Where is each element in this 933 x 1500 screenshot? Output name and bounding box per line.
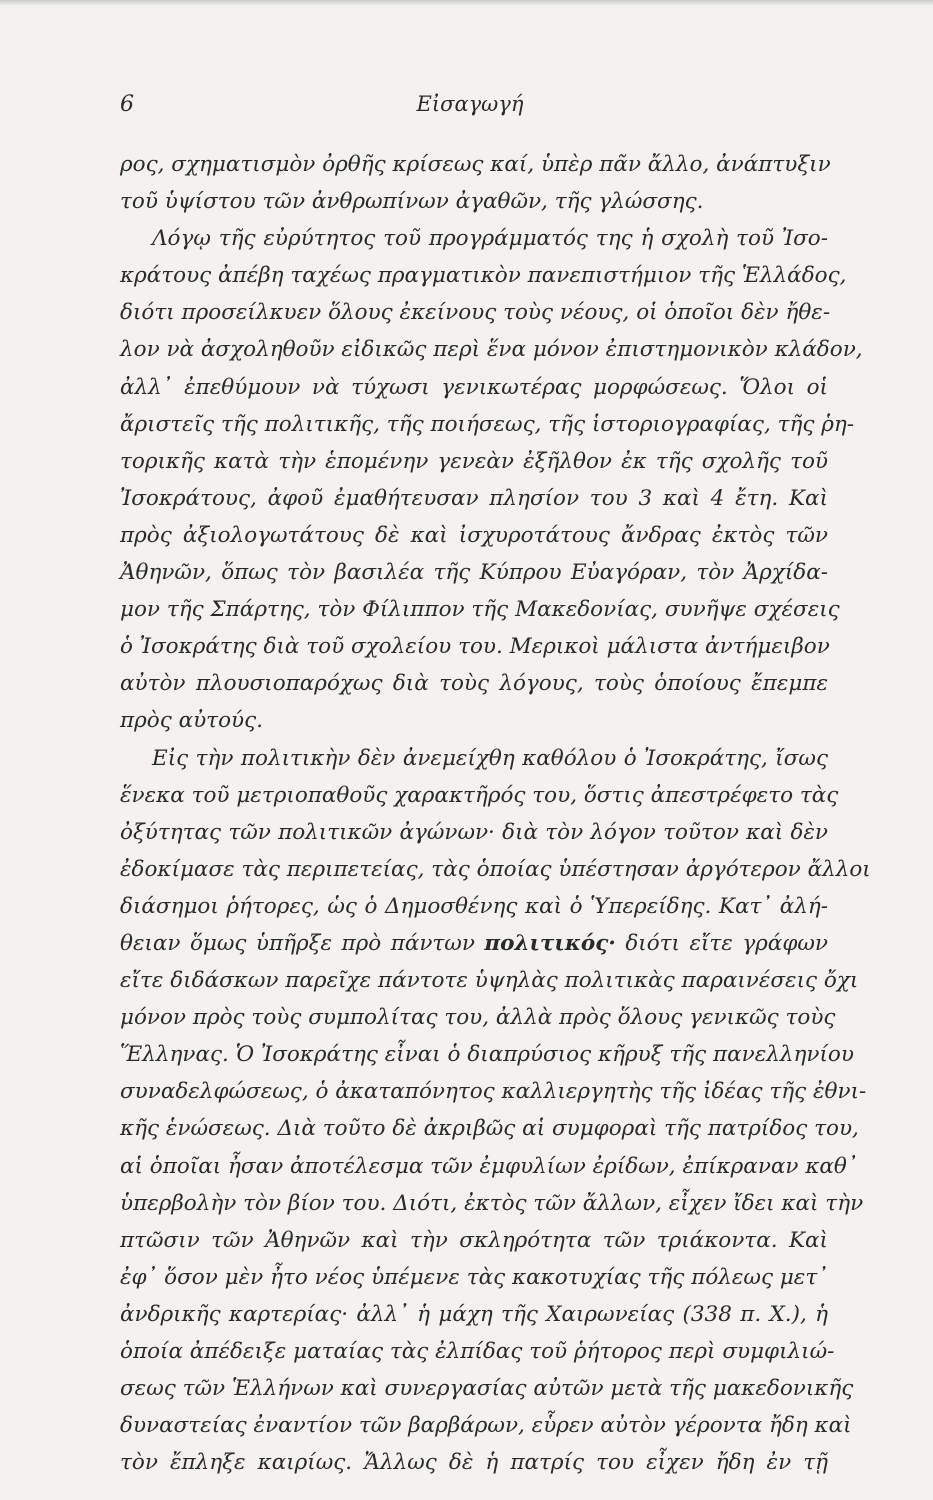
text-line: διότι προσείλκυεν ὅλους ἐκείνους τοὺς νέους, οἱ ὁποῖοι δὲν ἤθε- [120,300,831,326]
text-line: ὁποία ἀπέδειξε ματαίας τὰς ἐλπίδας τοῦ ῥήτορος περὶ συμφιλιώ- [120,1339,835,1364]
text-line: κράτους ἀπέβη ταχέως πραγματικὸν πανεπιστήμιον τῆς Ἑλλάδος, [120,263,847,289]
text-line: Εἰς τὴν πολιτικὴν δὲν ἀνεμείχθη καθόλου ὁ Ἰσοκράτης, ἴσως [152,745,828,771]
text-line: ἐδοκίμασε τὰς περιπετείας, τὰς ὁποίας ὑπέστησαν ἀργότερον ἄλλοι [120,856,871,882]
text-line: κῆς ἑνώσεως. Διὰ τοῦτο δὲ ἀκριβῶς αἱ συμφοραὶ τῆς πατρίδος του, [120,1116,859,1142]
text-line: διάσημοι ῥήτορες, ὡς ὁ Δημοσθένης καὶ ὁ Ὑπερείδης. Κατ᾽ ἀλή- [120,893,828,919]
text-line: Ἕλληνας. Ὁ Ἰσοκράτης εἶναι ὁ διαπρύσιος κῆρυξ τῆς πανελληνίου [120,1042,854,1068]
text-line [120,925,828,962]
text-line: τὸν ἔπληξε καιρίως. Ἄλλως δὲ ἡ πατρίς του εἶχεν ἤδη ἐν τῇ [120,1450,828,1476]
running-head: Εἰσαγωγή [416,92,524,116]
text-segment: διότι εἴτε γράφων [615,930,828,956]
text-line: ὀξύτητας τῶν πολιτικῶν ἀγώνων· διὰ τὸν λόγον τοῦτον καὶ δὲν [120,819,828,845]
text-line: Λόγῳ τῆς εὐρύτητος τοῦ προγράμματός της ἡ σχολὴ τοῦ Ἰσο- [152,226,828,252]
page-number: 6 [120,92,134,117]
bold-term: πολιτικός· [484,930,616,956]
page-header [120,92,820,122]
text-line: λον νὰ ἀσχοληθοῦν εἰδικῶς περὶ ἕνα μόνον ἐπιστημονικὸν κλάδον, [120,337,863,363]
text-line: ὁ Ἰσοκράτης διὰ τοῦ σχολείου του. Μερικοὶ μάλιστα ἀντήμειβον [120,634,830,660]
text-line: ἀλλ᾽ ἐπεθύμουν νὰ τύχωσι γενικωτέρας μορφώσεως. Ὅλοι οἱ [120,374,828,400]
text-line: μον τῆς Σπάρτης, τὸν Φίλιππον τῆς Μακεδονίας, συνῆψε σχέσεις [120,597,840,623]
text-line: πρὸς ἀξιολογωτάτους δὲ καὶ ἰσχυροτάτους ἄνδρας ἐκτὸς τῶν [120,522,828,548]
text-segment: θειαν ὅμως ὑπῆρξε πρὸ πάντων [120,930,485,956]
text-line: ἐφ᾽ ὅσον μὲν ἦτο νέος ὑπέμενε τὰς κακοτυχίας τῆς πόλεως μετ᾽ [120,1264,828,1290]
body-text [120,146,871,1481]
text-line: ἀνδρικῆς καρτερίας· ἀλλ᾽ ἡ μάχη τῆς Χαιρωνείας (338 π. Χ.), ἡ [120,1301,828,1327]
text-line: ἄριστεῖς τῆς πολιτικῆς, τῆς ποιήσεως, τῆς ἱστοριογραφίας, τῆς ῥη- [120,411,855,437]
text-line: συναδελφώσεως, ὁ ἀκαταπόνητος καλλιεργητὴς τῆς ἰδέας τῆς ἐθνι- [120,1079,867,1105]
text-line: πτῶσιν τῶν Ἀθηνῶν καὶ τὴν σκληρότητα τῶν τριάκοντα. Καὶ [120,1227,828,1253]
text-line: μόνον πρὸς τοὺς συμπολίτας του, ἀλλὰ πρὸς ὅλους γενικῶς τοὺς [120,1005,836,1031]
text-line: αὐτὸν πλουσιοπαρόχως διὰ τοὺς λόγους, τοὺς ὁποίους ἔπεμπε [120,671,828,697]
text-line: Ἀθηνῶν, ὅπως τὸν βασιλέα τῆς Κύπρου Εὐαγόραν, τὸν Ἀρχίδα- [120,560,828,586]
text-line: σεως τῶν Ἑλλήνων καὶ συνεργασίας αὐτῶν μετὰ τῆς μακεδονικῆς [120,1376,854,1402]
text-line: τοῦ ὑψίστου τῶν ἀνθρωπίνων ἀγαθῶν, τῆς γλώσσης. [120,189,704,215]
text-line: εἴτε διδάσκων παρεῖχε πάντοτε ὑψηλὰς πολιτικὰς παραινέσεις ὄχι [120,968,859,994]
text-line: τορικῆς κατὰ τὴν ἑπομένην γενεὰν ἐξῆλθον ἐκ τῆς σχολῆς τοῦ [120,448,828,474]
text-line: ρος, σχηματισμὸν ὀρθῆς κρίσεως καί, ὑπὲρ πᾶν ἄλλο, ἀνάπτυξιν [120,152,831,177]
text-line: πρὸς αὐτούς. [120,708,263,734]
text-line: ἕνεκα τοῦ μετριοπαθοῦς χαρακτῆρός του, ὅστις ἀπεστρέφετο τὰς [120,782,839,808]
scan-edge [0,0,933,6]
text-line: Ἰσοκράτους, ἀφοῦ ἐμαθήτευσαν πλησίον του 3 καὶ 4 ἔτη. Καὶ [120,485,828,511]
text-line: δυναστείας ἐναντίον τῶν βαρβάρων, εὗρεν αὐτὸν γέροντα ἤδη καὶ [120,1413,852,1439]
text-line: αἱ ὁποῖαι ἦσαν ἀποτέλεσμα τῶν ἐμφυλίων ἐρίδων, ἐπίκραναν καθ᾽ [120,1153,858,1179]
text-line: ὑπερβολὴν τὸν βίον του. Διότι, ἐκτὸς τῶν ἄλλων, εἶχεν ἴδει καὶ τὴν [120,1190,864,1216]
